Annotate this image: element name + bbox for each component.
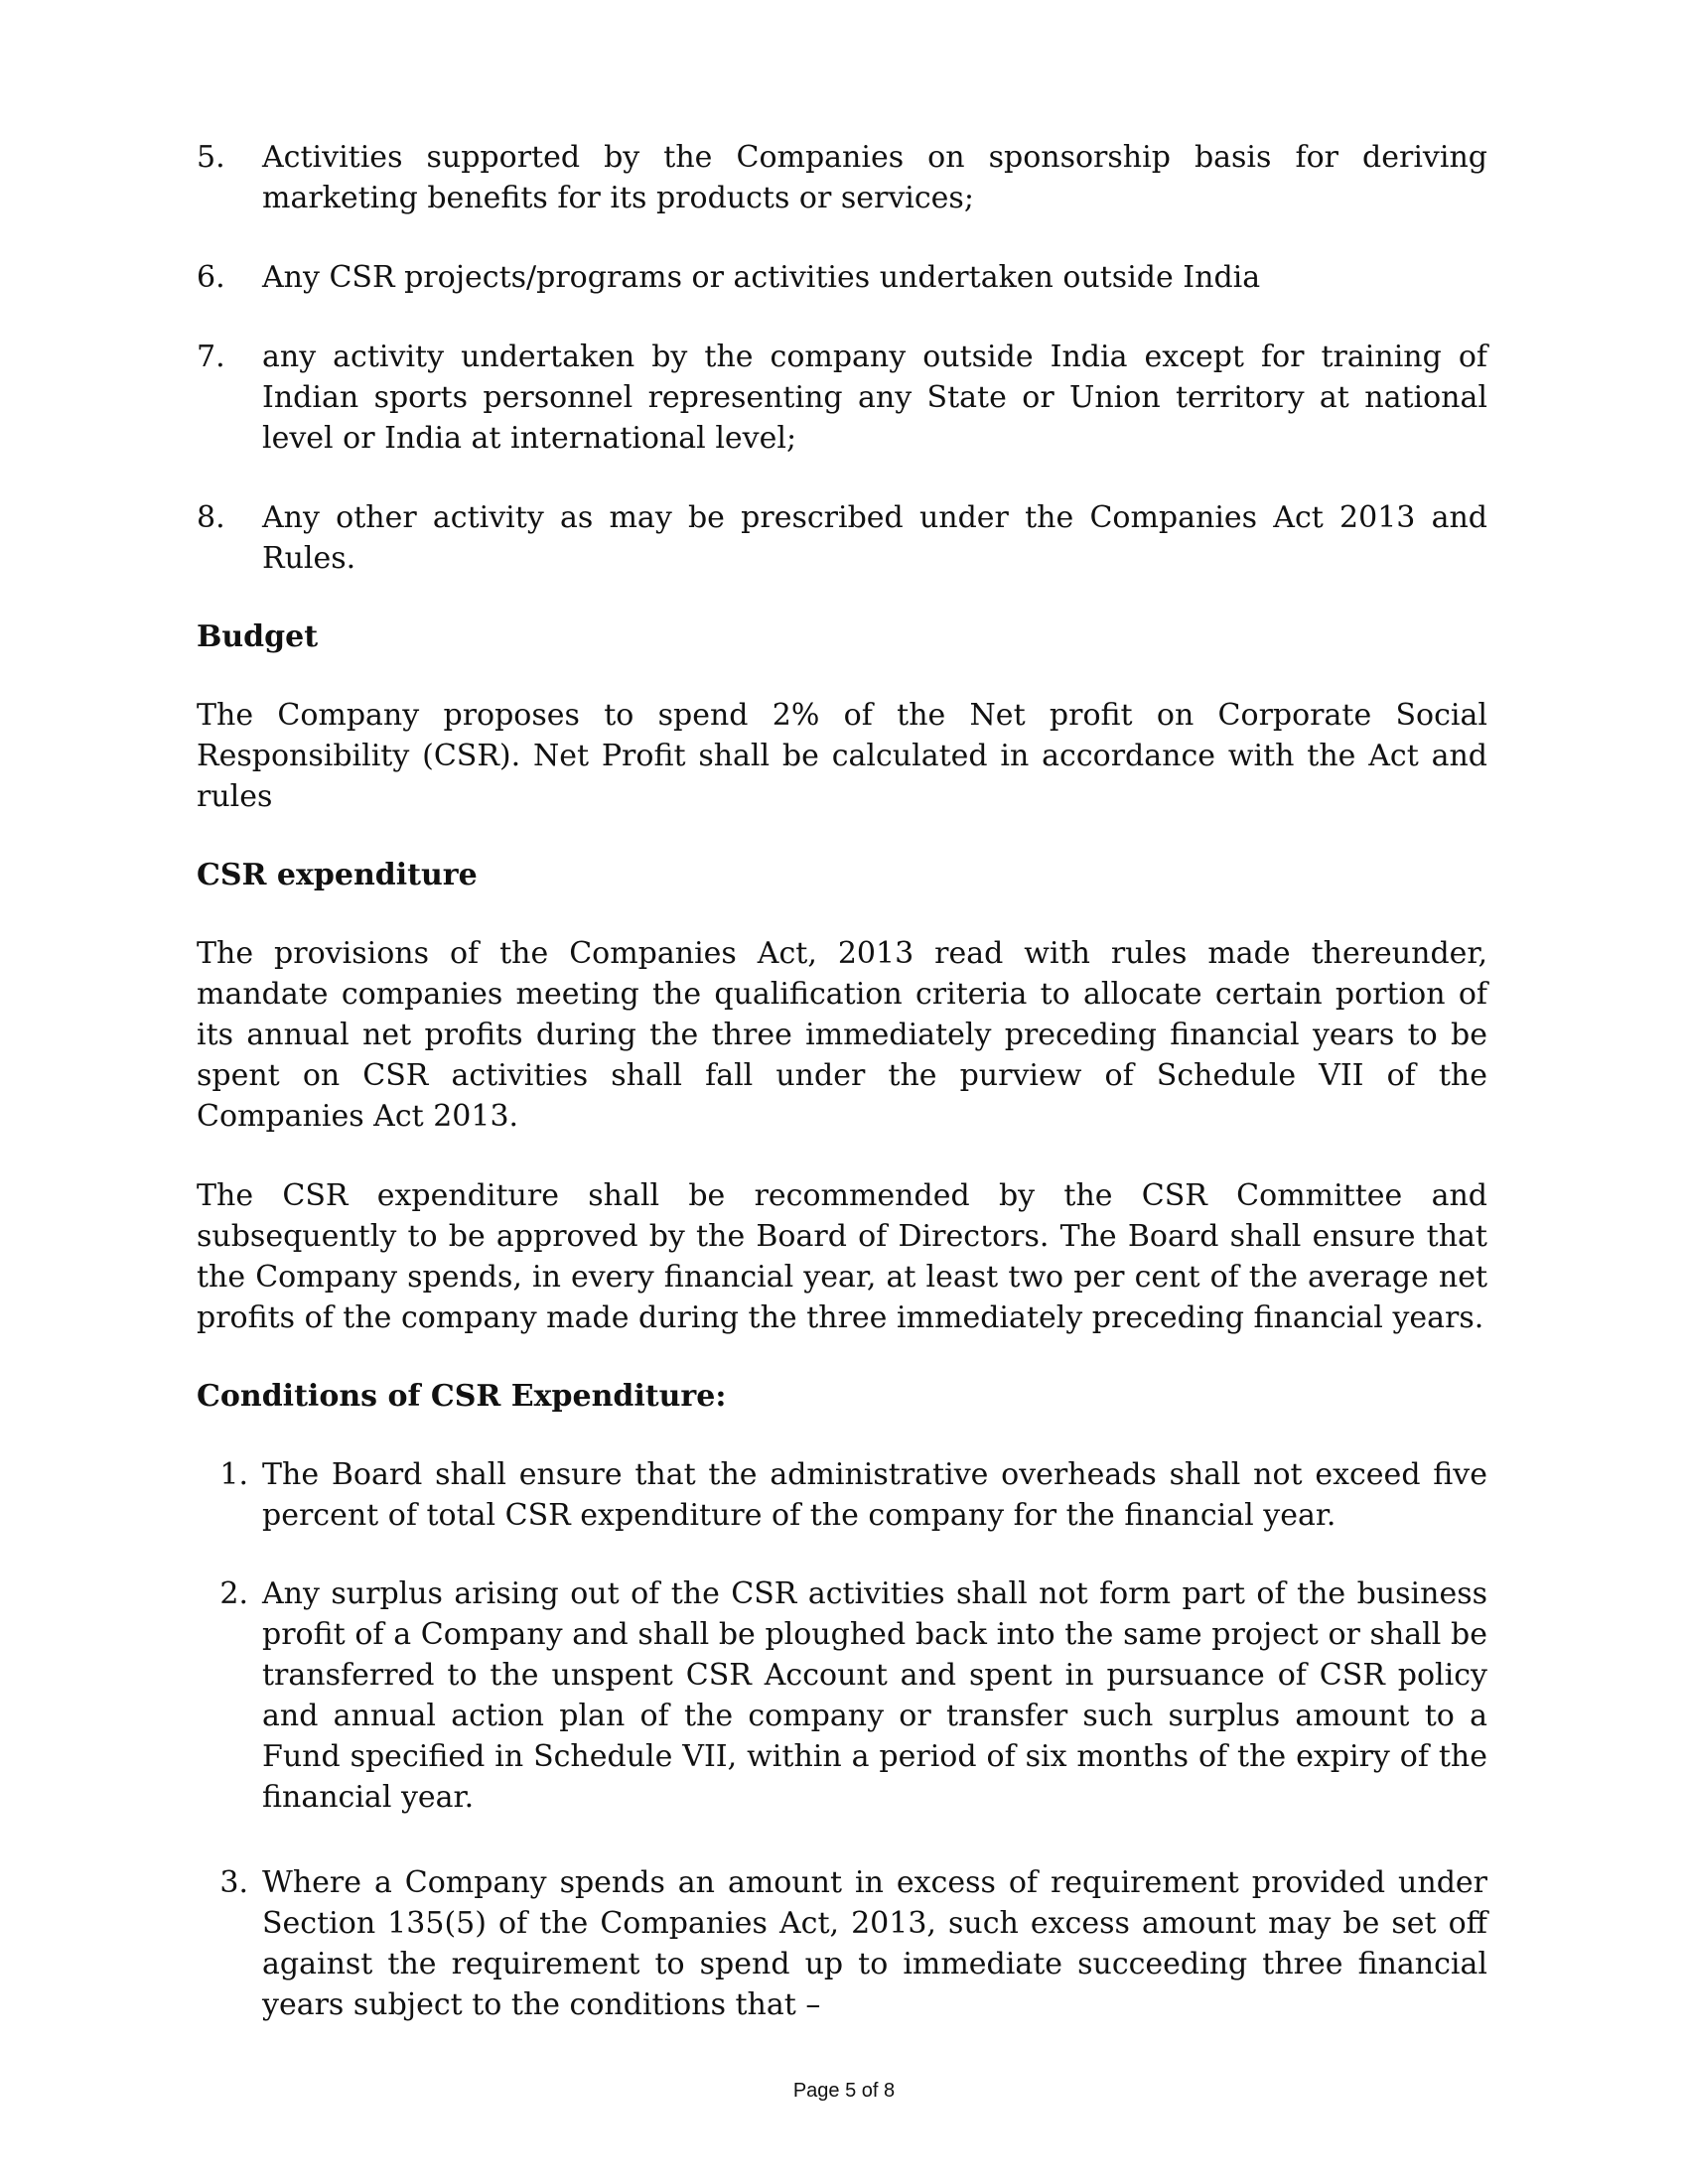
list-item <box>197 1454 1487 1536</box>
budget-heading: Budget <box>197 619 319 654</box>
list-number: 8. <box>197 500 225 535</box>
list-item <box>197 337 1487 459</box>
list-item-text: Activities supported by the Companies on sponsorship basis for deriving marketing benefits for its products or services; <box>262 140 1487 215</box>
document-page <box>197 137 1487 2025</box>
page-number-footer: Page 5 of 8 <box>792 2080 896 2102</box>
list-item <box>197 257 1487 298</box>
csr-expenditure-heading: CSR expenditure <box>197 858 478 892</box>
list-item-text: any activity undertaken by the company outside India except for training of Indian sports personnel representing any State or Union territory at national level or India at international level; <box>262 340 1487 456</box>
list-item-text: Any other activity as may be prescribed under the Companies Act 2013 and Rules. <box>262 500 1487 576</box>
list-number: 1. <box>219 1457 248 1492</box>
list-item-text: Where a Company spends an amount in excess of requirement provided under Section 135(5) of the Companies Act, 2013, such excess amount may be set off against the requirement to spend up to immediate succeeding three financial years subject to the conditions that – <box>262 1865 1487 2022</box>
budget-paragraph: The Company proposes to spend 2% of the Net profit on Corporate Social Responsibility (CSR). Net Profit shall be calculated in accordance with the Act and rules <box>197 698 1487 814</box>
list-item-text: The Board shall ensure that the administrative overheads shall not exceed five percent of total CSR expenditure of the company for the financial year. <box>262 1457 1487 1533</box>
list-item-text: Any surplus arising out of the CSR activities shall not form part of the business profit of a Company and shall be ploughed back into the same project or shall be transferred to the unspent CSR Account and spent in pursuance of CSR policy and annual action plan of the company or transfer such surplus amount to a Fund specified in Schedule VII, within a period of six months of the expiry of the financial year. <box>262 1576 1487 1815</box>
list-item <box>197 497 1487 579</box>
csr-expenditure-paragraph: The CSR expenditure shall be recommended by the CSR Committee and subsequently to be approved by the Board of Directors. The Board shall ensure that the Company spends, in every financial year, at least two per cent of the average net profits of the company made during the three immediately preceding financial years. <box>197 1178 1487 1335</box>
csr-expenditure-paragraph: The provisions of the Companies Act, 2013 read with rules made thereunder, mandate companies meeting the qualification criteria to allocate certain portion of its annual net profits during the three immediately preceding financial years to be spent on CSR activities shall fall under the purview of Schedule VII of the Companies Act 2013. <box>197 936 1487 1134</box>
list-item <box>197 137 1487 218</box>
list-item <box>197 1573 1487 1818</box>
list-number: 7. <box>197 340 225 374</box>
list-number: 5. <box>197 140 225 175</box>
list-number: 3. <box>219 1865 248 1900</box>
list-number: 2. <box>219 1576 248 1611</box>
list-item-text: Any CSR projects/programs or activities undertaken outside India <box>262 260 1261 295</box>
conditions-heading: Conditions of CSR Expenditure: <box>197 1379 727 1414</box>
list-item <box>197 1862 1487 2025</box>
list-number: 6. <box>197 260 225 295</box>
